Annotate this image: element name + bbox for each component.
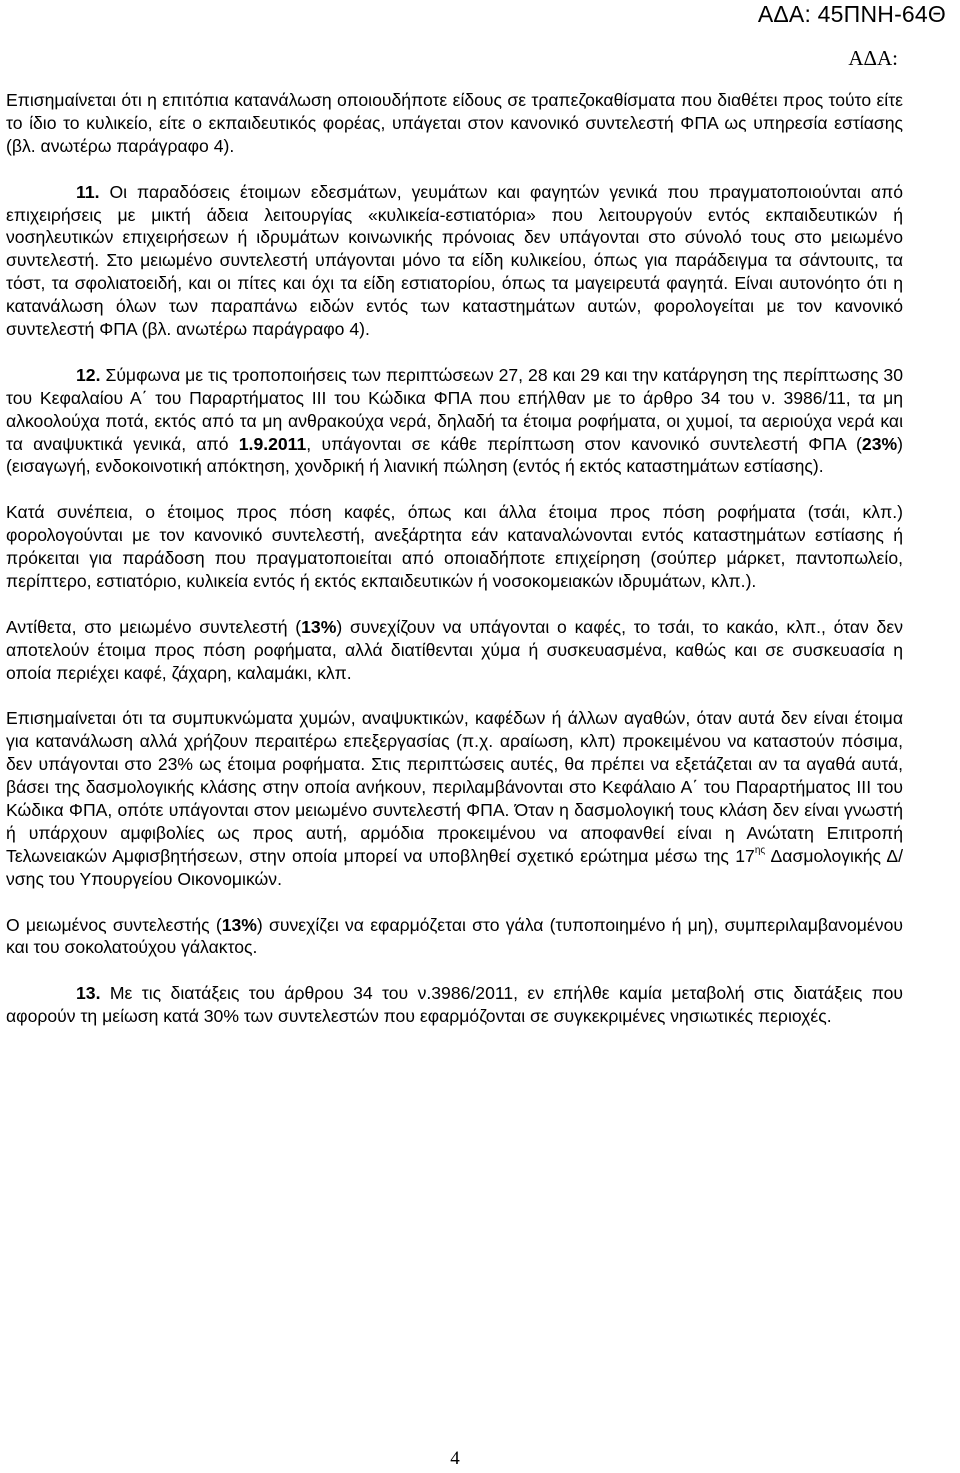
vat-rate-standard: 23% (861, 433, 898, 454)
paragraph-13-text: Με τις διατάξεις του άρθρου 34 του ν.3986/2011, εν επήλθε καμία μεταβολή στις διατάξεις που αφορούν τη μείωση κατά 30% των συντελεστών που εφαρμόζονται σε συγκεκριμένες νησιωτικές περιοχές. (6, 983, 903, 1027)
paragraph-11-text: Οι παραδόσεις έτοιμων εδεσμάτων, γευμάτων και φαγητών γενικά που πραγματοποιούνται από επιχειρήσεις με μικτή άδεια λειτουργίας «κυλικεία-εστιατόρια» που λειτουργούν εντός εκπαιδευτικών ή νοσηλευτικών επιχειρήσεων ή ιδρυμάτων κοινωνικής πρόνοιας δεν υπάγονται στο σύνολό τους στο μειωμένο συντελεστή. Στο μειωμένο συντελεστή υπάγονται μόνο τα είδη κυλικείου, όπως για παράδειγμα τα σάντουιτς, τα τόστ, τα σφολιατοειδή, και οι πίτες και όχι τα είδη εστιατορίου, όπως τα μαγειρευτά φαγητά. Είναι αυτονόητο ότι η κατανάλωση όλων των παραπάνω ειδών εντός των καταστημάτων αυτών, φορολογείται με τον κανονικό συντελεστή ΦΠΑ (βλ. ανωτέρω παράγραφο 4). (6, 181, 904, 340)
paragraph-milk-text: Ο μειωμένος συντελεστής ( (6, 914, 222, 935)
paragraph-12 (6, 364, 903, 479)
document-body (6, 89, 903, 1028)
paragraph-milk-text: ) συνεχίζει να εφαρμόζεται στο γάλα (τυποποιημένο ή μη), συμπεριλαμβανομένου και του σοκολατούχου γάλακτος. (6, 914, 903, 958)
ada-code: ΑΔΑ: 45ΠΝΗ-64Θ (757, 1, 946, 27)
paragraph-13-number: 13. (76, 983, 101, 1004)
vat-rate-reduced: 13% (301, 616, 337, 637)
paragraph-12-number: 12. (76, 364, 101, 385)
paragraph-contrast-text: Αντίθετα, στο μειωμένο συντελεστή ( (6, 616, 302, 637)
paragraph-11-number: 11. (76, 181, 100, 202)
paragraph-note (6, 707, 903, 890)
paragraph-12-text: , υπάγονται σε κάθε περίπτωση στον κανονικό συντελεστή ΦΠΑ ( (306, 433, 862, 454)
paragraph-note-text: Επισημαίνεται ότι τα συμπυκνώματα χυμών, αναψυκτικών, καφέδων ή άλλων αγαθών, όταν αυτά δεν είναι έτοιμα για κατανάλωση αλλά χρήζουν περαιτέρω επεξεργασίας (π.χ. αραίωση, κλπ) προκειμένου να καταστούν πόσιμα, δεν υπάγονται στο 23% ως έτοιμα ροφήματα. Στις περιπτώσεις αυτές, θα πρέπει να εξετάζεται αν τα αγαθά αυτά, βάσει της δασμολογικής κλάσης στην οποία ανήκουν, περιλαμβάνονται στο Κεφάλαιο Α΄ του Παραρτήματος ΙΙΙ του Κώδικα ΦΠΑ, οπότε υπάγονται στον μειωμένο συντελεστή ΦΠΑ. Όταν η δασμολογική τους κλάση δεν είναι γνωστή ή υπάρχουν αμφιβολίες ως προς αυτή, αρμόδια προκειμένου να αποφανθεί είναι η Ανώτατη Επιτροπή Τελωνειακών Αμφισβητήσεων, στην οποία μπορεί να υποβληθεί σχετικό ερώτημα μέσω της 17 (6, 708, 903, 866)
paragraph-12-text: Σύμφωνα με τις τροποποιήσεις των περιπτώσεων 27, 28 και 29 και την κατάργηση της περίπτωσης 30 του Κεφαλαίου Α΄ του Παραρτήματος ΙΙΙ του Κώδικα ΦΠΑ που επήλθαν με το άρθρο 34 του ν. 3986/11, τα μη αλκοολούχα ποτά, εκτός από τα μη ανθρακούχα νερά, δηλαδή τα έτοιμα ροφήματα, οι χυμοί, τα αεριούχα νερά και τα αναψυκτικά γενικά, από (6, 364, 903, 454)
ada-label: ΑΔΑ: (848, 46, 898, 70)
paragraph-note-text: Δασμολογικής Δ/νσης του Υπουργείου Οικονομικών. (6, 845, 903, 889)
paragraph-12-text: ) (εισαγωγή, ενδοκοινοτική απόκτηση, χονδρική ή λιανική πώληση (εντός ή εκτός καταστημάτων εστίασης). (6, 433, 903, 477)
page-number: 4 (450, 1448, 460, 1469)
effective-date: 1.9.2011 (238, 433, 307, 454)
paragraph-contrast-text: ) συνεχίζουν να υπάγονται ο καφές, το τσάι, το κακάο, κλπ., όταν δεν αποτελούν έτοιμα προς πόση ροφήματα, αλλά διατίθενται χύμα ή συσκευασμένα, καθώς και σε συσκευασία η οποία περιέχει καφέ, ζάχαρη, καλαμάκι, κλπ. (6, 616, 903, 683)
vat-rate-reduced: 13% (221, 914, 257, 935)
paragraph-13 (6, 982, 903, 1028)
ordinal-suffix: ης (754, 844, 766, 856)
paragraph-milk (6, 914, 903, 960)
paragraph-intro: Επισημαίνεται ότι η επιτόπια κατανάλωση οποιουδήποτε είδους σε τραπεζοκαθίσματα που διαθέτει προς τούτο είτε το ίδιο το κυλικείο, είτε ο εκπαιδευτικός φορέας, υπάγεται στον κανονικό συντελεστή ΦΠΑ ως υπηρεσία εστίασης (βλ. ανωτέρω παράγραφο 4). (6, 90, 903, 156)
paragraph-coffee: Κατά συνέπεια, ο έτοιμος προς πόση καφές, όπως και άλλα έτοιμα προς πόση ροφήματα (τσάι, κλπ.) φορολογούνται με τον κανονικό συντελεστή, ανεξάρτητα εάν καταναλώνονται εντός καταστημάτων εστίασης ή πρόκειται για παράδοση που πραγματοποιείται από οποιαδήποτε επιχείρηση (σούπερ μάρκετ, παντοπωλείο, περίπτερο, εστιατόριο, κυλικεία εντός ή εκτός εκπαιδευτικών ή νοσοκομειακών ιδρυμάτων, κλπ.). (6, 502, 903, 591)
paragraph-contrast (6, 616, 903, 685)
paragraph-11 (6, 181, 903, 341)
